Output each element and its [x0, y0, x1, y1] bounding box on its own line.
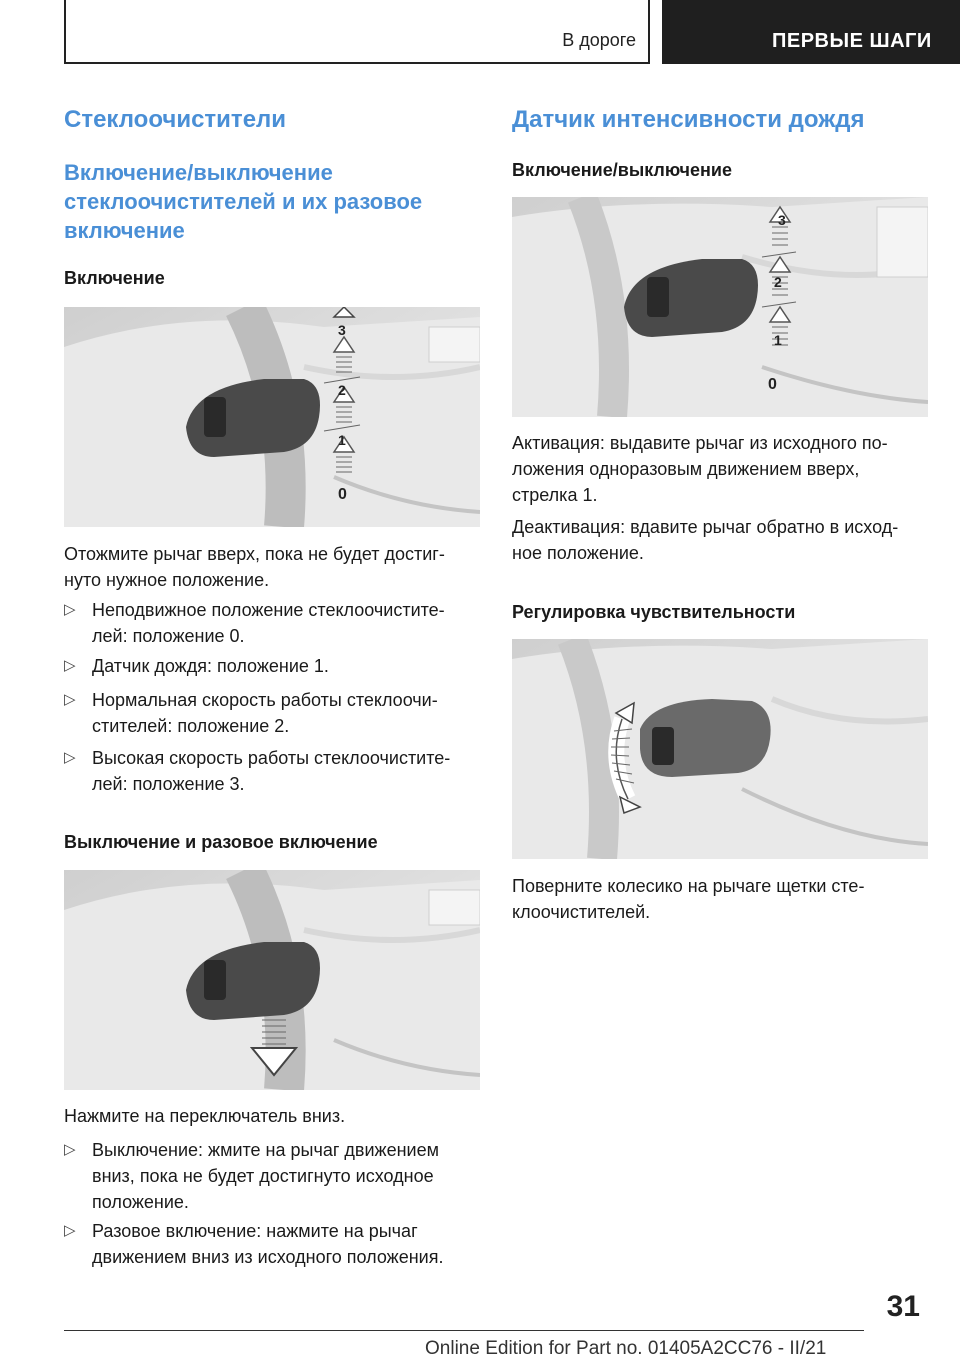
sensitivity-text	[512, 873, 932, 925]
fig-label-2: 2	[774, 274, 782, 290]
text-line: Высокая скорость работы стеклоочистите-	[92, 748, 451, 768]
text-line: Активация: выдавите рычаг из исходного по-	[512, 433, 888, 453]
figure-wiper-lever-down	[64, 870, 480, 1090]
text-line: Отожмите рычаг вверх, пока не будет достиг-	[64, 544, 445, 564]
text-line: Разовое включение: нажмите на рычаг	[92, 1221, 418, 1241]
list-item	[64, 597, 464, 649]
off-text: Нажмите на переключатель вниз.	[64, 1106, 346, 1126]
header-chapter-label: ПЕРВЫЕ ШАГИ	[772, 30, 932, 52]
rain-onoff-heading: Включение/выключение	[512, 160, 732, 180]
triangle-right-icon: ▷	[64, 657, 76, 674]
subtitle-line: включение	[64, 218, 185, 243]
text-line: клоочистителей.	[512, 902, 651, 922]
header-chapter-tab	[662, 0, 960, 64]
list-item	[64, 1218, 464, 1270]
text-line: Датчик дождя: положение 1.	[92, 656, 329, 676]
text-line: Выключение: жмите на рычаг движением	[92, 1140, 439, 1160]
deactivation-text	[512, 514, 932, 566]
text-line: стителей: положение 2.	[92, 716, 290, 736]
list-item	[64, 1137, 464, 1215]
list-item	[64, 687, 464, 739]
fig-label-3: 3	[338, 322, 346, 338]
list-item	[64, 745, 464, 797]
text-line: лей: положение 3.	[92, 774, 245, 794]
list-item	[64, 653, 464, 679]
header-frame	[64, 0, 650, 64]
right-title: Датчик интенсивности дождя	[512, 106, 865, 133]
text-line: движением вниз из исходного положения.	[92, 1247, 444, 1267]
figure-sensitivity-wheel	[512, 639, 928, 859]
figure-rain-sensor-lever	[512, 197, 928, 417]
page-number: 31	[886, 1290, 920, 1323]
text-line: нуто нужное положение.	[64, 570, 270, 590]
fig-label-2: 2	[338, 382, 346, 398]
sensitivity-heading: Регулировка чувствительности	[512, 602, 796, 622]
fig-label-3: 3	[778, 212, 786, 228]
text-line: Деактивация: вдавите рычаг обратно в исход-	[512, 517, 899, 537]
subtitle-line: стеклоочистителей и их разовое	[64, 189, 423, 214]
text-line: ное положение.	[512, 543, 644, 563]
text-line: стрелка 1.	[512, 485, 598, 505]
fig-label-1: 1	[774, 332, 782, 348]
left-title: Стеклоочистители	[64, 106, 287, 133]
triangle-right-icon: ▷	[64, 601, 76, 618]
left-subtitle	[64, 158, 422, 245]
footer-edition: Online Edition for Part no. 01405A2CC76 - II/21	[425, 1338, 827, 1359]
on-text	[64, 541, 484, 593]
text-line: положение.	[92, 1192, 189, 1212]
header-section: В дороге	[562, 30, 636, 50]
triangle-right-icon: ▷	[64, 749, 76, 766]
text-line: ложения одноразовым движением вверх,	[512, 459, 860, 479]
text-line: вниз, пока не будет достигнуто исходное	[92, 1166, 434, 1186]
figure-wiper-lever-up	[64, 307, 480, 527]
text-line: Неподвижное положение стеклоочистите-	[92, 600, 445, 620]
footer-divider	[64, 1330, 864, 1331]
triangle-right-icon: ▷	[64, 691, 76, 708]
text-line: лей: положение 0.	[92, 626, 245, 646]
text-line: Нормальная скорость работы стеклоочи-	[92, 690, 438, 710]
triangle-right-icon: ▷	[64, 1222, 76, 1239]
off-heading: Выключение и разовое включение	[64, 832, 378, 852]
subtitle-line: Включение/выключение	[64, 160, 333, 185]
fig-label-0: 0	[768, 376, 777, 393]
activation-text	[512, 430, 932, 508]
on-heading: Включение	[64, 268, 165, 288]
fig-label-0: 0	[338, 486, 347, 503]
fig-label-1: 1	[338, 432, 346, 448]
text-line: Поверните колесико на рычаге щетки сте-	[512, 876, 865, 896]
triangle-right-icon: ▷	[64, 1141, 76, 1158]
